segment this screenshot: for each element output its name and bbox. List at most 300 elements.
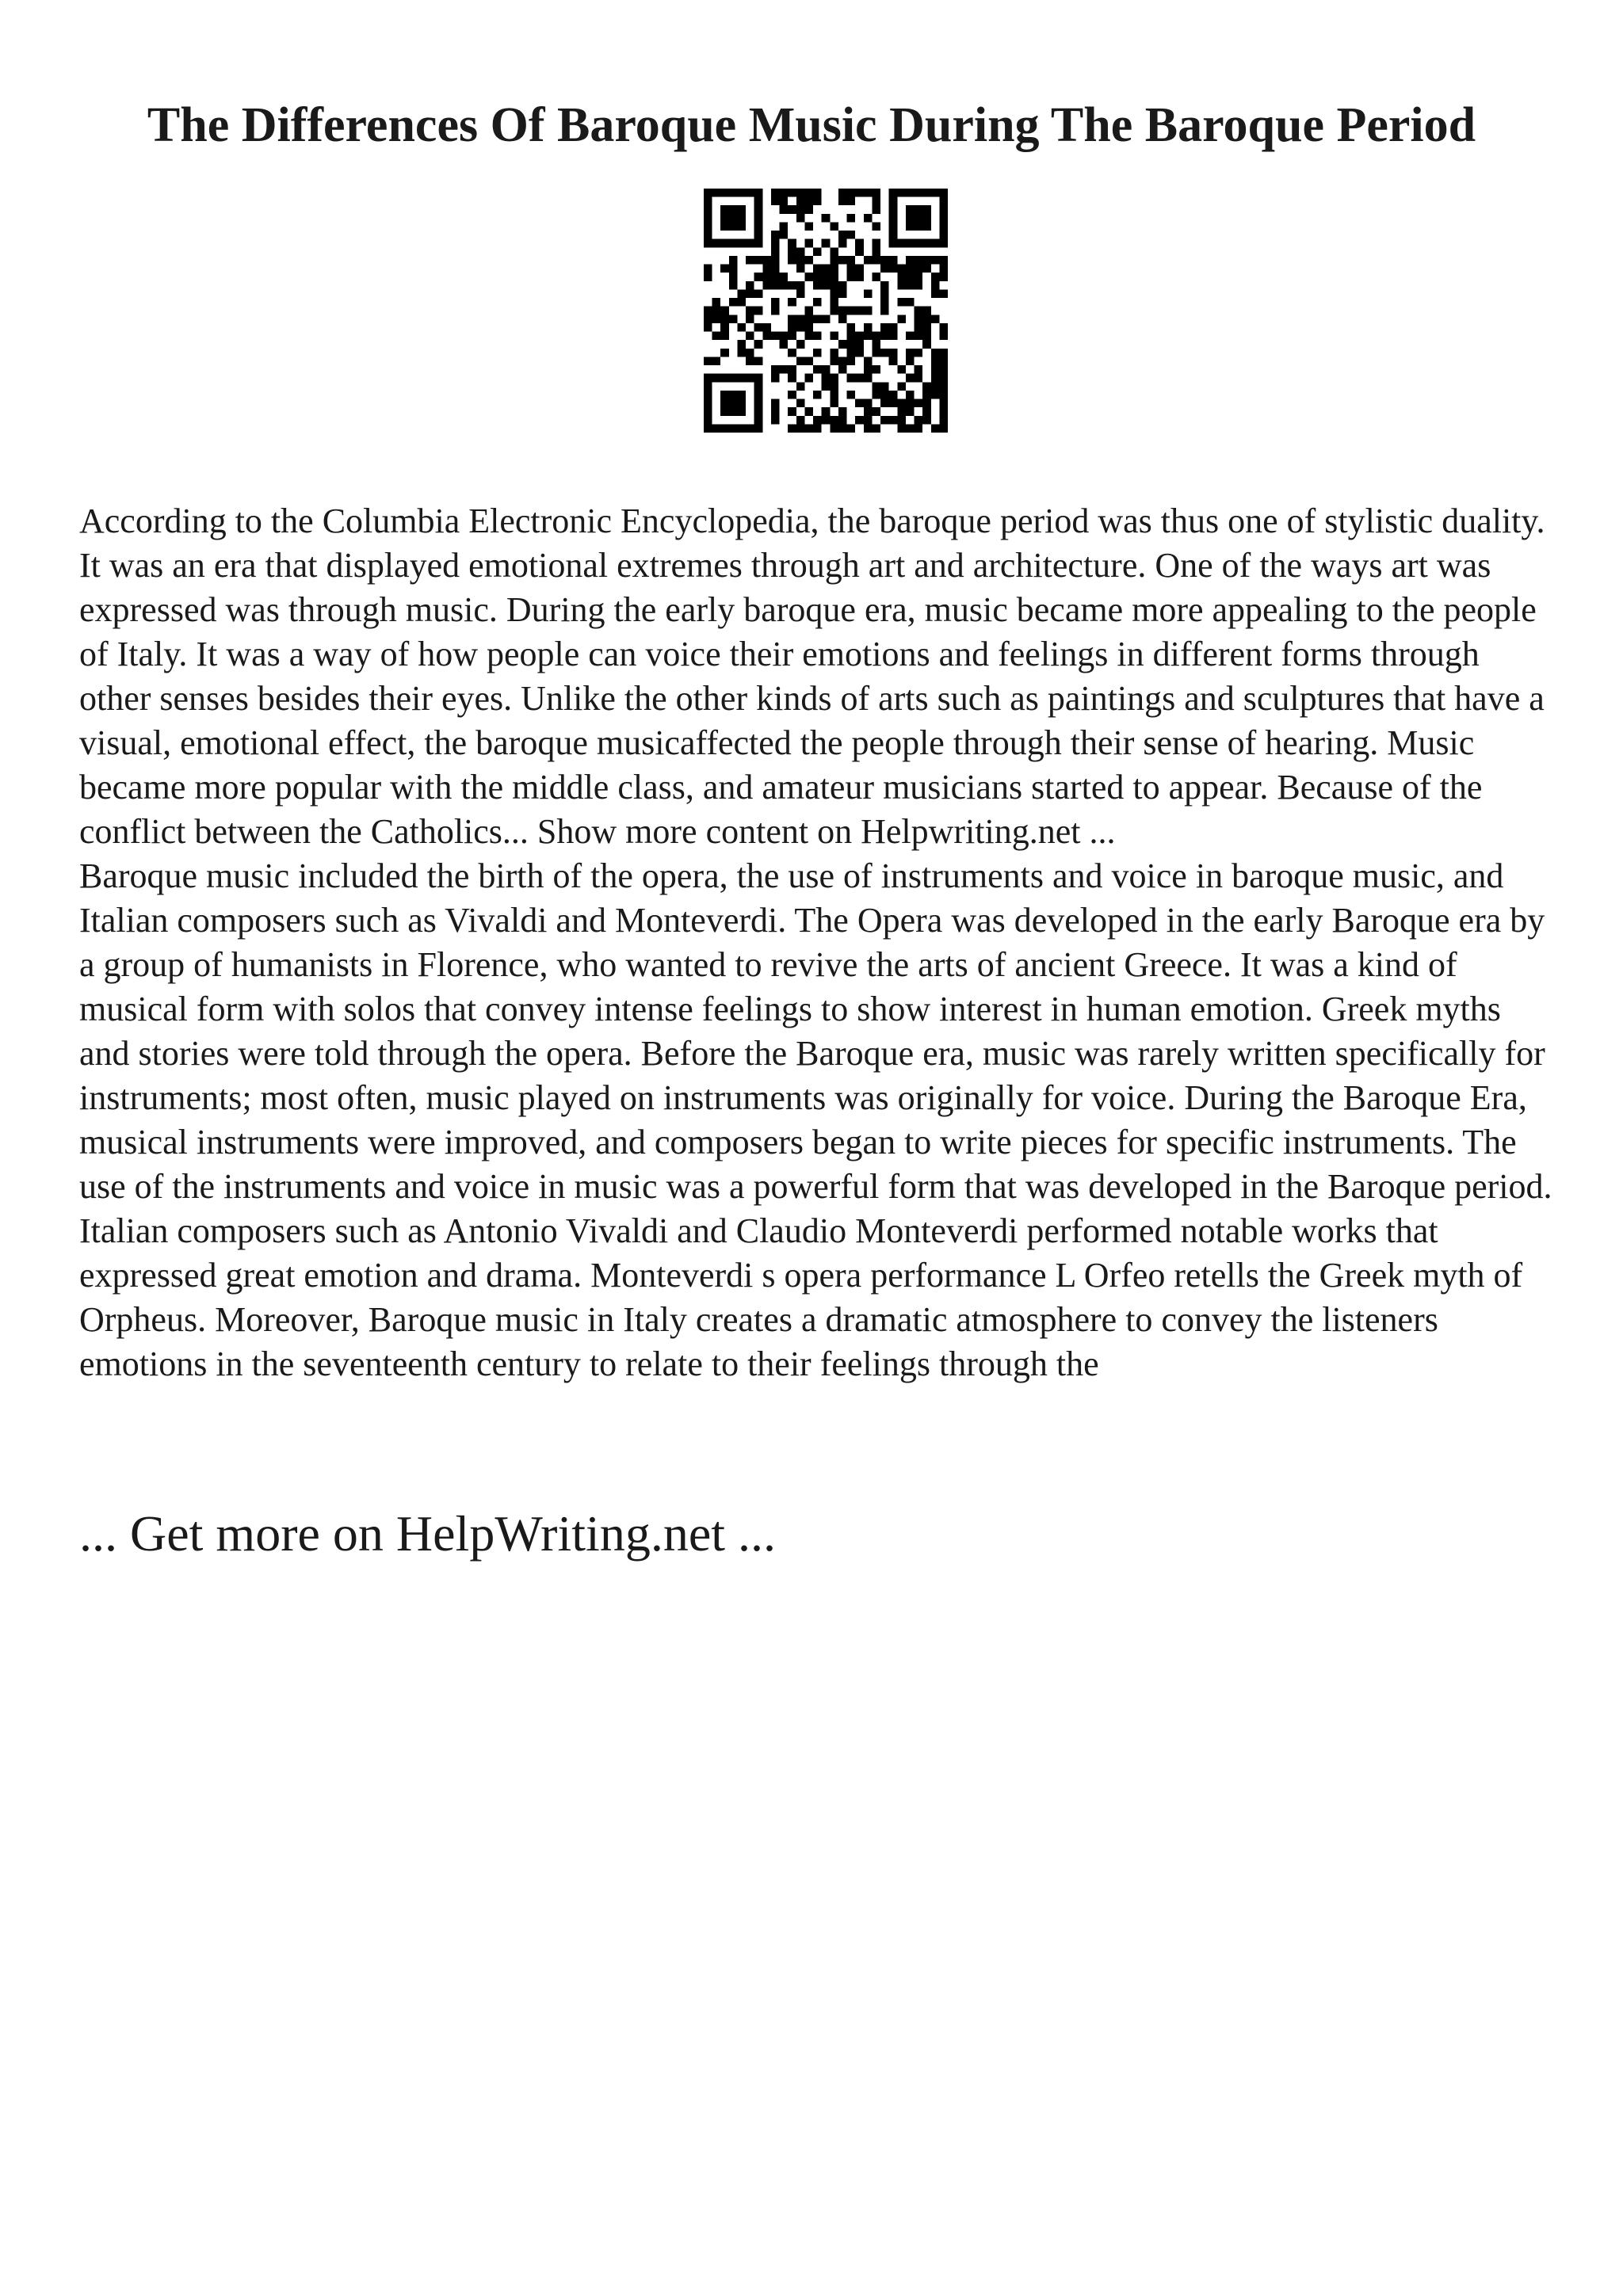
qr-module (771, 416, 780, 425)
qr-module (822, 416, 831, 425)
qr-module (704, 374, 712, 383)
qr-module (737, 374, 746, 383)
qr-module (915, 273, 923, 281)
qr-module (906, 332, 915, 341)
qr-module (804, 332, 813, 341)
qr-module (880, 265, 889, 273)
qr-module (754, 197, 763, 206)
qr-module (788, 424, 796, 433)
qr-module (746, 349, 754, 357)
qr-module (737, 289, 746, 298)
qr-module (746, 189, 754, 197)
qr-module (729, 189, 738, 197)
qr-module (737, 424, 746, 433)
qr-module (796, 205, 805, 214)
qr-module (889, 231, 898, 239)
qr-module (939, 222, 948, 231)
qr-module (830, 416, 838, 425)
qr-module (939, 357, 948, 365)
qr-module (754, 273, 763, 281)
qr-module (771, 273, 780, 281)
qr-module (822, 265, 831, 273)
qr-module (915, 189, 923, 197)
qr-module (915, 374, 923, 383)
qr-module (872, 424, 880, 433)
qr-module (855, 189, 864, 197)
qr-module (712, 239, 721, 248)
qr-module (729, 239, 738, 248)
qr-module (788, 239, 796, 248)
qr-module (746, 289, 754, 298)
qr-module (754, 357, 763, 365)
qr-module (720, 239, 729, 248)
qr-module (720, 265, 729, 273)
qr-module (897, 265, 906, 273)
qr-module (729, 205, 738, 214)
qr-module (729, 298, 738, 307)
qr-module (729, 214, 738, 223)
qr-module (712, 332, 721, 341)
qr-module (931, 374, 940, 383)
qr-module (931, 189, 940, 197)
qr-module (804, 256, 813, 265)
qr-module (897, 315, 906, 323)
qr-module (788, 298, 796, 307)
qr-module (847, 197, 856, 206)
qr-module (737, 323, 746, 332)
qr-module (922, 416, 931, 425)
qr-module (931, 239, 940, 248)
qr-module (737, 298, 746, 307)
qr-module (830, 298, 838, 307)
qr-module (754, 391, 763, 399)
article-body (79, 499, 1553, 1386)
qr-module (822, 407, 831, 416)
qr-module (939, 374, 948, 383)
qr-module (939, 424, 948, 433)
qr-module (804, 323, 813, 332)
qr-module (813, 247, 822, 256)
qr-module (813, 298, 822, 307)
qr-module (855, 399, 864, 408)
qr-module (788, 315, 796, 323)
qr-module (922, 315, 931, 323)
qr-module (922, 332, 931, 341)
qr-module (704, 231, 712, 239)
qr-module (880, 416, 889, 425)
qr-module (906, 189, 915, 197)
qr-module (754, 374, 763, 383)
qr-module (830, 399, 838, 408)
qr-module (822, 315, 831, 323)
qr-module (746, 281, 754, 290)
qr-module (762, 281, 771, 290)
qr-module (771, 332, 780, 341)
qr-module (737, 222, 746, 231)
qr-module (780, 273, 789, 281)
qr-module (729, 265, 738, 273)
qr-module (822, 365, 831, 374)
qr-module (915, 349, 923, 357)
qr-module (788, 323, 796, 332)
qr-module (889, 265, 898, 273)
qr-module (889, 349, 898, 357)
qr-module (788, 247, 796, 256)
qr-module (822, 374, 831, 383)
qr-module (922, 391, 931, 399)
qr-module (712, 424, 721, 433)
qr-module (931, 382, 940, 391)
qr-module (830, 349, 838, 357)
qr-module (762, 265, 771, 273)
get-more-link[interactable]: ... Get more on HelpWriting.net ... (79, 1505, 776, 1562)
qr-module (889, 197, 898, 206)
qr-module (889, 357, 898, 365)
qr-module (864, 365, 873, 374)
qr-module (788, 256, 796, 265)
qr-module (737, 189, 746, 197)
qr-module (939, 391, 948, 399)
qr-module (830, 281, 838, 290)
qr-module (780, 197, 789, 206)
qr-module (830, 332, 838, 341)
qr-module (813, 273, 822, 281)
qr-module (788, 281, 796, 290)
qr-module (939, 256, 948, 265)
qr-module (796, 214, 805, 223)
qr-module (754, 407, 763, 416)
qr-module (880, 298, 889, 307)
qr-module (796, 382, 805, 391)
qr-module (804, 374, 813, 383)
qr-module (712, 357, 721, 365)
qr-module (864, 424, 873, 433)
qr-module (939, 365, 948, 374)
qr-module (939, 239, 948, 248)
qr-module (889, 323, 898, 332)
qr-module (754, 323, 763, 332)
qr-module (897, 424, 906, 433)
qr-module (922, 256, 931, 265)
qr-module (939, 197, 948, 206)
qr-module (838, 365, 847, 374)
qr-module (922, 340, 931, 349)
qr-module (864, 323, 873, 332)
qr-module (939, 265, 948, 273)
qr-module (830, 424, 838, 433)
qr-module (813, 424, 822, 433)
qr-module (754, 189, 763, 197)
qr-module (855, 340, 864, 349)
qr-module (915, 416, 923, 425)
qr-module (864, 332, 873, 341)
qr-module (915, 315, 923, 323)
qr-module (915, 256, 923, 265)
qr-module (864, 374, 873, 383)
qr-module (780, 340, 789, 349)
qr-module (720, 424, 729, 433)
qr-module (720, 205, 729, 214)
qr-module (939, 349, 948, 357)
qr-module (855, 265, 864, 273)
qr-module (704, 323, 712, 332)
qr-module (931, 256, 940, 265)
qr-module (830, 357, 838, 365)
qr-module (780, 205, 789, 214)
qr-module (897, 416, 906, 425)
qr-module (704, 391, 712, 399)
qr-module (931, 365, 940, 374)
qr-module (720, 391, 729, 399)
qr-module (939, 399, 948, 408)
qr-module (788, 349, 796, 357)
qr-module (830, 273, 838, 281)
qr-module (939, 323, 948, 332)
qr-module (813, 416, 822, 425)
qr-module (704, 189, 712, 197)
qr-module (746, 256, 754, 265)
qr-module (830, 222, 838, 231)
paragraph-1: According to the Columbia Electronic Encyclopedia, the baroque period was thus one of stylistic duality. It was an era that displayed emotional extremes through art and architecture. One of the ways art was expressed was through music. During the early baroque era, music became more appealing to the people of Italy. It was a way of how people can voice their emotions and feelings in different forms through other senses besides their eyes. Unlike the other kinds of arts such as paintings and sculptures that have a visual, emotional effect, the baroque musicaffected the people through their sense of hearing. Music became more popular with the middle class, and amateur musicians started to appear. Because of the conflict between the Catholics... Show more content on Helpwriting.net ... (79, 502, 1545, 851)
qr-module (939, 332, 948, 341)
qr-module (889, 239, 898, 248)
qr-module (788, 189, 796, 197)
qr-module (729, 391, 738, 399)
qr-module (830, 247, 838, 256)
qr-module (897, 273, 906, 281)
qr-module (822, 281, 831, 290)
qr-module (864, 189, 873, 197)
qr-module (838, 231, 847, 239)
qr-module (838, 307, 847, 315)
qr-module (906, 357, 915, 365)
qr-module (804, 307, 813, 315)
qr-module (838, 416, 847, 425)
qr-module (796, 247, 805, 256)
qr-module (712, 307, 721, 315)
qr-module (780, 281, 789, 290)
qr-module (922, 239, 931, 248)
qr-module (931, 281, 940, 290)
qr-module (922, 189, 931, 197)
qr-module (813, 197, 822, 206)
qr-module (847, 340, 856, 349)
qr-module (922, 222, 931, 231)
qr-module (864, 256, 873, 265)
qr-module (872, 247, 880, 256)
qr-module (847, 265, 856, 273)
qr-module (872, 273, 880, 281)
qr-module (915, 214, 923, 223)
qr-module (915, 222, 923, 231)
qr-module (813, 265, 822, 273)
qr-module (771, 256, 780, 265)
qr-module (754, 256, 763, 265)
qr-module (720, 323, 729, 332)
qr-module (704, 265, 712, 273)
qr-module (720, 307, 729, 315)
qr-module (762, 273, 771, 281)
qr-module (720, 349, 729, 357)
qr-module (830, 256, 838, 265)
qr-module (855, 416, 864, 425)
qr-module (931, 357, 940, 365)
qr-module (872, 222, 880, 231)
qr-module (746, 307, 754, 315)
qr-module (712, 298, 721, 307)
qr-module (813, 315, 822, 323)
qr-module (872, 332, 880, 341)
qr-module (771, 365, 780, 374)
qr-module (796, 340, 805, 349)
qr-module (754, 424, 763, 433)
qr-module (830, 265, 838, 273)
qr-module (889, 222, 898, 231)
qr-module (796, 289, 805, 298)
qr-module (906, 298, 915, 307)
qr-module (939, 416, 948, 425)
qr-module (872, 197, 880, 206)
qr-module (754, 416, 763, 425)
qr-module (889, 399, 898, 408)
qr-module (729, 424, 738, 433)
qr-module (922, 323, 931, 332)
qr-module (796, 357, 805, 365)
qr-module (897, 189, 906, 197)
qr-module (855, 307, 864, 315)
qr-module (889, 214, 898, 223)
qr-module (704, 357, 712, 365)
qr-module (729, 399, 738, 408)
qr-module (804, 239, 813, 248)
qr-module (737, 340, 746, 349)
qr-module (830, 374, 838, 383)
qr-module (729, 281, 738, 290)
qr-module (880, 256, 889, 265)
qr-module (897, 399, 906, 408)
qr-module (788, 407, 796, 416)
qr-module (906, 265, 915, 273)
qr-module (847, 256, 856, 265)
qr-module (746, 357, 754, 365)
qr-module (720, 315, 729, 323)
qr-module (704, 307, 712, 315)
qr-module (712, 374, 721, 383)
qr-module (804, 273, 813, 281)
qr-code-icon (704, 189, 948, 433)
qr-module (872, 365, 880, 374)
qr-module (915, 323, 923, 332)
qr-module (704, 273, 712, 281)
qr-module (704, 382, 712, 391)
qr-module (720, 332, 729, 341)
qr-module (704, 416, 712, 425)
qr-module (771, 247, 780, 256)
qr-module (771, 265, 780, 273)
qr-module (872, 407, 880, 416)
qr-module (915, 307, 923, 315)
qr-module (838, 289, 847, 298)
qr-module (906, 349, 915, 357)
qr-module (830, 382, 838, 391)
qr-module (847, 273, 856, 281)
qr-module (889, 332, 898, 341)
qr-module (729, 407, 738, 416)
qr-module (780, 332, 789, 341)
qr-module (880, 332, 889, 341)
qr-module (939, 205, 948, 214)
qr-module (838, 340, 847, 349)
qr-module (906, 256, 915, 265)
qr-module (788, 205, 796, 214)
qr-module (788, 391, 796, 399)
qr-module (939, 214, 948, 223)
qr-module (754, 307, 763, 315)
qr-module (897, 407, 906, 416)
qr-module (931, 273, 940, 281)
qr-module (704, 315, 712, 323)
qr-module (880, 382, 889, 391)
qr-module (880, 349, 889, 357)
qr-module (737, 239, 746, 248)
qr-module (729, 273, 738, 281)
qr-module (704, 407, 712, 416)
qr-module (796, 197, 805, 206)
qr-module (796, 416, 805, 425)
qr-module (729, 315, 738, 323)
qr-module (847, 332, 856, 341)
qr-module (771, 231, 780, 239)
qr-module (754, 214, 763, 223)
qr-module (830, 289, 838, 298)
qr-module (897, 365, 906, 374)
qr-module (754, 382, 763, 391)
qr-module (931, 289, 940, 298)
qr-module (704, 214, 712, 223)
qr-module (780, 231, 789, 239)
qr-module (822, 273, 831, 281)
qr-module (737, 407, 746, 416)
qr-module (830, 391, 838, 399)
qr-module (880, 323, 889, 332)
qr-module (897, 382, 906, 391)
qr-module (939, 289, 948, 298)
qr-module (855, 247, 864, 256)
qr-module (762, 332, 771, 341)
paragraph-2: Baroque music included the birth of the opera, the use of instruments and voice in baroque music, and Italian composers such as Vivaldi and Monteverdi. The Opera was developed in the early Baroque era by a group of humanists in Florence, who wanted to revive the arts of ancient Greece. It was a kind of musical form with solos that convey intense feelings to show interest in human emotion. Greek myths and stories were told through the opera. Before the Baroque era, music was rarely written specifically for instruments; most often, music played on instruments was originally for voice. During the Baroque Era, musical instruments were improved, and composers began to write pieces for specific instruments. The use of the instruments and voice in music was a powerful form that was developed in the Baroque period. Italian composers such as Antonio Vivaldi and Claudio Monteverdi performed notable works that expressed great emotion and drama. Monteverdi s opera performance L Orfeo retells the Greek myth of Orpheus. Moreover, Baroque music in Italy creates a dramatic atmosphere to convey the listeners emotions in the seventeenth century to relate to their feelings through the (79, 856, 1552, 1383)
qr-module (813, 332, 822, 341)
qr-module (906, 407, 915, 416)
qr-module (922, 399, 931, 408)
qr-module (847, 357, 856, 365)
qr-module (771, 189, 780, 197)
qr-module (939, 231, 948, 239)
qr-module (838, 189, 847, 197)
qr-module (915, 205, 923, 214)
qr-module (838, 357, 847, 365)
qr-module (796, 265, 805, 273)
qr-module (720, 374, 729, 383)
qr-module (922, 382, 931, 391)
qr-module (864, 289, 873, 298)
qr-module (737, 205, 746, 214)
qr-module (838, 256, 847, 265)
qr-module (788, 365, 796, 374)
qr-module (889, 205, 898, 214)
qr-module (796, 256, 805, 265)
qr-module (939, 189, 948, 197)
qr-module (906, 391, 915, 399)
